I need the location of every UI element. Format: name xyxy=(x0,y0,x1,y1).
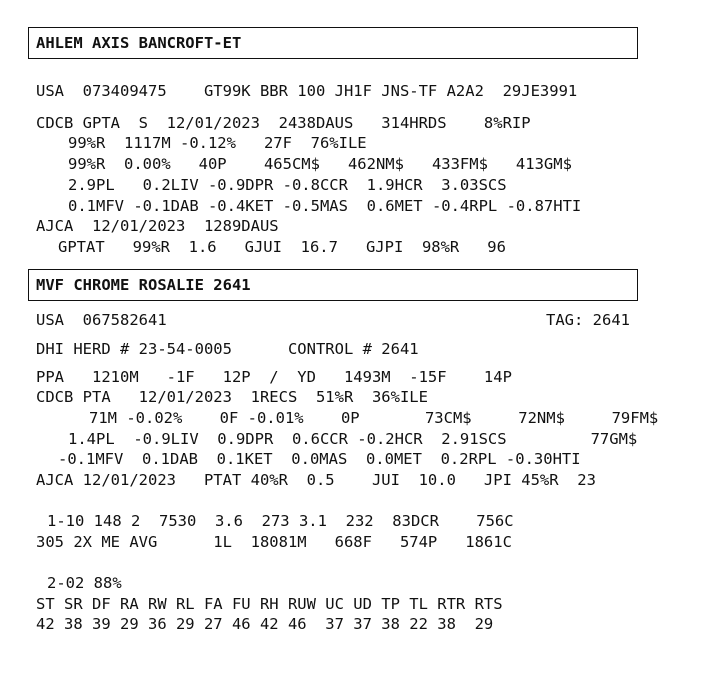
cow-classification-score: 2-02 88% xyxy=(47,574,122,592)
sire-genomic-line-3: 99%R 0.00% 40P 465CM$ 462NM$ 433FM$ 413GM$ xyxy=(68,155,572,173)
cow-name-box xyxy=(28,269,638,301)
cow-cdcb-line-2: 71M -0.02% 0F -0.01% 0P 73CM$ 72NM$ 79FM$ xyxy=(89,409,659,427)
cow-classification-values: 42 38 39 29 36 29 27 46 42 46 37 37 38 22 38 29 xyxy=(36,615,494,633)
sire-genomic-line-2: 99%R 1117M -0.12% 27F 76%ILE xyxy=(68,134,367,152)
cow-lactation-line-1: 1-10 148 2 7530 3.6 273 3.1 232 83DCR 756C xyxy=(47,512,514,530)
cow-tag: TAG: 2641 xyxy=(546,311,630,329)
cow-id: USA 067582641 xyxy=(36,311,167,329)
cow-name: MVF CHROME ROSALIE 2641 xyxy=(36,276,251,294)
sire-genomic-line-1: CDCB GPTA S 12/01/2023 2438DAUS 314HRDS 8%RIP xyxy=(36,114,531,132)
cow-cdcb-line-3: 1.4PL -0.9LIV 0.9DPR 0.6CCR -0.2HCR 2.91SCS 77GM$ xyxy=(68,430,638,448)
sire-type-line-2: GPTAT 99%R 1.6 GJUI 16.7 GJPI 98%R 96 xyxy=(58,238,506,256)
sire-genomic-line-4: 2.9PL 0.2LIV -0.9DPR -0.8CCR 1.9HCR 3.03SCS xyxy=(68,176,507,194)
sire-genomic-line-5: 0.1MFV -0.1DAB -0.4KET -0.5MAS 0.6MET -0.4RPL -0.87HTI xyxy=(68,197,582,215)
cow-cdcb-line-4: -0.1MFV 0.1DAB 0.1KET 0.0MAS 0.0MET 0.2RPL -0.30HTI xyxy=(58,450,581,468)
cow-ppa-line: PPA 1210M -1F 12P / YD 1493M -15F 14P xyxy=(36,368,512,386)
cow-classification-headers: ST SR DF RA RW RL FA FU RH RUW UC UD TP TL RTR RTS xyxy=(36,595,503,613)
sire-name-box xyxy=(28,27,638,59)
cow-lactation-line-2: 305 2X ME AVG 1L 18081M 668F 574P 1861C xyxy=(36,533,512,551)
sire-id-line: USA 073409475 GT99K BBR 100 JH1F JNS-TF A2A2 29JE3991 xyxy=(36,82,578,100)
cow-cdcb-line-1: CDCB PTA 12/01/2023 1RECS 51%R 36%ILE xyxy=(36,388,428,406)
sire-type-line-1: AJCA 12/01/2023 1289DAUS xyxy=(36,217,279,235)
cow-herd-line: DHI HERD # 23-54-0005 CONTROL # 2641 xyxy=(36,340,419,358)
sire-name: AHLEM AXIS BANCROFT-ET xyxy=(36,34,242,52)
cow-cdcb-line-5: AJCA 12/01/2023 PTAT 40%R 0.5 JUI 10.0 JPI 45%R 23 xyxy=(36,471,596,489)
